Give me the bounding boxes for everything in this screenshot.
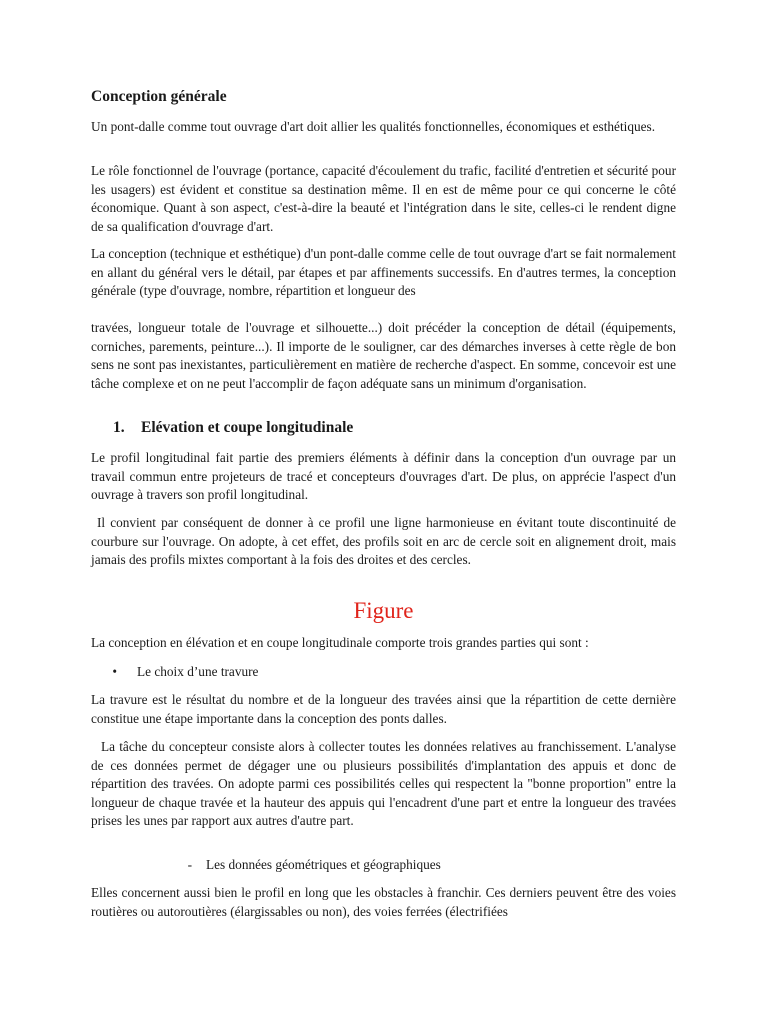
subsection-number: 1. [113, 419, 125, 436]
travure-paragraph-1: La travure est le résultat du nombre et de la longueur des travées ainsi que la répartition de cette dernière constitue une étape importante dans la conception des ponts dalles. [91, 692, 676, 726]
subsection-paragraph-1: Le profil longitudinal fait partie des premiers éléments à définir dans la conception d'un ouvrage par un travail commun entre projeteurs de tracé et concepteurs d'ouvrages d'art. De plus, on apprécie l'aspect d'un ouvrage à travers son profil longitudinal. [91, 450, 676, 502]
bullet-text: Le choix d’une travure [137, 664, 259, 679]
bullet-item [91, 663, 676, 682]
travure-paragraph-2: La tâche du concepteur consiste alors à collecter toutes les données relatives au franchissement. L'analyse de ces données permet de dégager une ou plusieurs possibilités d'implantation des appuis et donc de répartition des travées. On adopte parmi ces possibilités celles qui respectent la "bonne proportion" entre la longueur de chaque travée et la hauteur des appuis qui l'encadrent d'une part et entre la longueur des travées prises les unes par rapport aux autres d'autre part. [91, 739, 676, 828]
figure-placeholder-label: Figure [353, 598, 414, 623]
dash-item [91, 856, 676, 875]
section-title: Conception générale [91, 88, 227, 105]
dash-mark: - [187, 857, 192, 872]
subsection-title: Elévation et coupe longitudinale [141, 419, 354, 436]
intro-paragraph-1: Un pont-dalle comme tout ouvrage d'art doit allier les qualités fonctionnelles, économiques et esthétiques. [91, 119, 656, 134]
subsection-heading [91, 418, 676, 438]
subsection-paragraph-2: Il convient par conséquent de donner à ce profil une ligne harmonieuse en évitant toute discontinuité de courbure sur l'ouvrage. On adopte, à cet effet, des profils soit en arc de cercle soit en alignement droit, mais jamais des profils mixtes comportant à la fois des droites et des cercles. [91, 515, 676, 567]
intro-paragraph-2: Le rôle fonctionnel de l'ouvrage (portance, capacité d'écoulement du trafic, facilité d'entretien et sécurité pour les usagers) est évident et constitue sa destination même. Il en est de même pour ce qui concerne le côté économique. Quant à son aspect, c'est-à-dire la beauté et l'intégration dans le site, celles-ci le rendent digne de sa qualification d'ouvrage d'art. [91, 163, 676, 234]
dash-text: Les données géométriques et géographiques [206, 857, 441, 872]
final-paragraph: Elles concernent aussi bien le profil en long que les obstacles à franchir. Ces derniers peuvent être des voies routières ou autoroutières (élargissables ou non), des voies ferrées (électrifiées [91, 885, 676, 919]
intro-paragraph-3: La conception (technique et esthétique) d'un pont-dalle comme celle de tout ouvrage d'art se fait normalement en allant du général vers le détail, par étapes et par affinements successifs. En d'autres termes, la conception générale (type d'ouvrage, nombre, répartition et longueur des [91, 246, 676, 298]
intro-paragraph-4: travées, longueur totale de l'ouvrage et silhouette...) doit précéder la conception de détail (équipements, corniches, parements, peinture...). Il importe de le souligner, car des démarches inverses à cette règle de bon sens ne sont pas inexistantes, particulièrement en matière de recherche d'aspect. En somme, concevoir est une tâche complexe et on ne peut l'accomplir de façon adéquate sans un minimum d'organisation. [91, 320, 676, 391]
after-figure-paragraph: La conception en élévation et en coupe longitudinale comporte trois grandes parties qui sont : [91, 635, 589, 650]
bullet-mark: • [112, 664, 117, 679]
